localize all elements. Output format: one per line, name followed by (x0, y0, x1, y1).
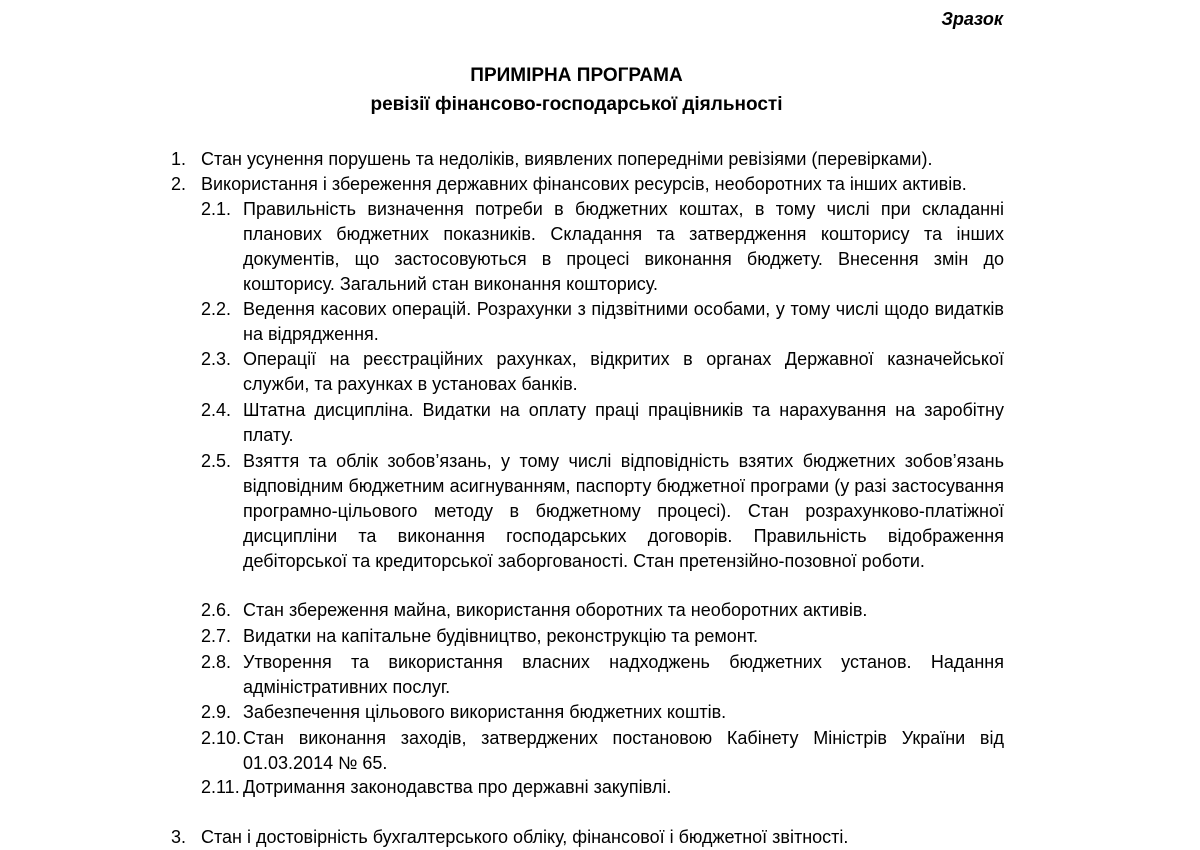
item-text: Стан і достовірність бухгалтерського обліку, фінансової і бюджетної звітності. (201, 827, 849, 847)
item-number: 1. (171, 149, 187, 169)
list-item-2-7 (201, 624, 1004, 649)
item-text: Взяття та облік зобов’язань, у тому числі відповідність взятих бюджетних зобов’язань відповідним бюджетним асигнуванням, паспорту бюджетної програми (у разі застосування програмно-цільового методу в бюджетному процесі). Стан розрахунково-платіжної дисципліни та виконання господарських договорів. Правильність відображення дебіторської та кредиторської заборгованості. Стан претензійно-позовної роботи. (243, 451, 1004, 571)
item-number: 2.7. (201, 626, 232, 646)
item-number: 2. (171, 174, 187, 194)
list-item-2-1 (201, 197, 1004, 297)
item-text: Дотримання законодавства про державні закупівлі. (243, 777, 672, 797)
item-text: Штатна дисципліна. Видатки на оплату праці працівників та нарахування на заробітну плату. (243, 400, 1004, 445)
item-text: Використання і збереження державних фінансових ресурсів, необоротних та інших активів. (201, 174, 967, 194)
item-number: 3. (171, 827, 187, 847)
item-number: 2.4. (201, 400, 232, 420)
list-item-2-3 (201, 347, 1004, 397)
item-number: 2.8. (201, 652, 232, 672)
sample-label: Зразок (941, 9, 1003, 29)
list-item-2-10 (201, 726, 1004, 776)
list-item-2-2 (201, 297, 1004, 347)
item-number: 2.9. (201, 702, 232, 722)
document-title (0, 61, 1153, 119)
item-text: Правильність визначення потреби в бюджетних коштах, в тому числі при складанні планових бюджетних показників. Складання та затвердження кошторису та інших документів, що застосовуються в процесі виконання бюджету. Внесення змін до кошторису. Загальний стан виконання кошторису. (243, 199, 1004, 294)
title-line-2: ревізії фінансово-господарської діяльності (370, 94, 783, 115)
title-line-1: ПРИМІРНА ПРОГРАМА (470, 65, 683, 86)
item-number: 2.3. (201, 349, 232, 369)
list-item-2-8 (201, 650, 1004, 700)
list-item-2-11 (201, 775, 1004, 800)
item-number: 2.6. (201, 600, 232, 620)
item-text: Стан збереження майна, використання оборотних та необоротних активів. (243, 600, 868, 620)
item-text: Стан виконання заходів, затверджених постановою Кабінету Міністрів України від 01.03.2014 № 65. (243, 728, 1004, 773)
list-item-2-5 (201, 449, 1004, 574)
item-text: Забезпечення цільового використання бюджетних коштів. (243, 702, 727, 722)
item-text: Ведення касових операцій. Розрахунки з підзвітними особами, у тому числі щодо видатків на відрядження. (243, 299, 1004, 344)
item-number: 2.1. (201, 199, 232, 219)
list-item-2-6 (201, 598, 1004, 623)
list-item-2-9 (201, 700, 1004, 725)
list-item-1 (171, 147, 1003, 172)
list-item-3 (171, 825, 1003, 850)
item-number: 2.10. (201, 728, 242, 748)
item-text: Операції на реєстраційних рахунках, відкритих в органах Державної казначейської служби, та рахунках в установах банків. (243, 349, 1004, 394)
item-number: 2.5. (201, 451, 232, 471)
item-number: 2.2. (201, 299, 232, 319)
item-text: Видатки на капітальне будівництво, реконструкцію та ремонт. (243, 626, 758, 646)
list-item-2 (171, 172, 1003, 197)
item-number: 2.11. (201, 777, 240, 797)
list-item-2-4 (201, 398, 1004, 448)
item-text: Утворення та використання власних надходжень бюджетних установ. Надання адміністративних послуг. (243, 652, 1004, 697)
item-text: Стан усунення порушень та недоліків, виявлених попередніми ревізіями (перевірками). (201, 149, 933, 169)
